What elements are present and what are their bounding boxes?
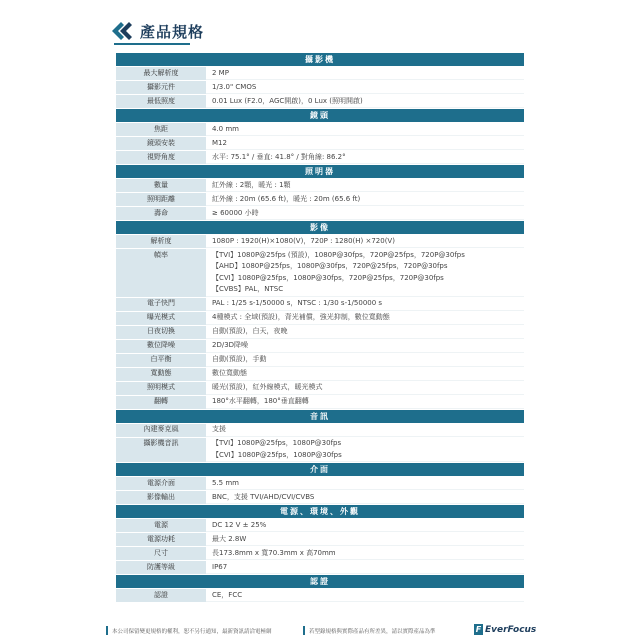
spec-label: 數位降噪 (116, 340, 206, 353)
title-underline (114, 43, 190, 45)
spec-label: 攝影元件 (116, 81, 206, 94)
spec-value (206, 95, 524, 108)
spec-label: 白平衡 (116, 354, 206, 367)
footer-divider-left (106, 626, 108, 635)
spec-value-line: 水平: 75.1° / 垂直: 41.8° / 對角線: 86.2° (212, 152, 346, 161)
spec-label: 內建麥克風 (116, 424, 206, 437)
spec-row (116, 311, 524, 325)
spec-value-line: 5.5 mm (212, 478, 239, 487)
spec-value-line: 1/3.0" CMOS (212, 82, 257, 91)
spec-label: 最低照度 (116, 95, 206, 108)
spec-value-line: 【CVBS】PAL，NTSC (212, 285, 284, 293)
spec-value (206, 81, 524, 94)
spec-label: 尺寸 (116, 547, 206, 560)
spec-value (206, 382, 524, 395)
spec-label: 防護等級 (116, 561, 206, 574)
spec-label: 照明距離 (116, 193, 206, 206)
spec-label: 影像輸出 (116, 491, 206, 504)
spec-row (116, 192, 524, 206)
spec-label: 照明模式 (116, 382, 206, 395)
spec-row (116, 150, 524, 164)
spec-label: 壽命 (116, 207, 206, 220)
spec-value-line: ≥ 60000 小時 (212, 208, 259, 217)
spec-label: 寬動態 (116, 368, 206, 381)
spec-value-line: 【AHD】1080P@25fps，1080P@30fps，720P@25fps，720P@30fps (212, 262, 448, 270)
spec-value (206, 326, 524, 339)
spec-value (206, 533, 524, 546)
spec-row (116, 490, 524, 504)
spec-value-line: 最大 2.8W (212, 534, 247, 543)
section-header: 認證 (116, 574, 524, 588)
spec-label: 數量 (116, 179, 206, 192)
spec-value (206, 312, 524, 325)
spec-row (116, 588, 524, 602)
spec-value-line: 長173.8mm x 寬70.3mm x 高70mm (212, 548, 336, 557)
spec-value-line: 【TVI】1080P@25fps (預設)，1080P@30fps，720P@25fps，720P@30fps (212, 250, 465, 259)
spec-value-line: BNC，支援 TVI/AHD/CVI/CVBS (212, 492, 315, 501)
spec-row (116, 94, 524, 108)
spec-value (206, 424, 524, 437)
spec-row (116, 395, 524, 409)
spec-label: 最大解析度 (116, 67, 206, 80)
spec-value (206, 396, 524, 409)
page-header (112, 20, 204, 42)
spec-label: 幀率 (116, 249, 206, 297)
spec-value-line: 紅外線 : 2顆，暖光 : 1顆 (212, 180, 291, 189)
spec-row (116, 437, 524, 463)
section-header: 攝影機 (116, 52, 524, 66)
spec-label: 日夜切換 (116, 326, 206, 339)
section-header: 介面 (116, 462, 524, 476)
spec-label: 認證 (116, 589, 206, 602)
spec-row (116, 518, 524, 532)
spec-row (116, 206, 524, 220)
page-title: 產品規格 (140, 22, 205, 41)
spec-row (116, 122, 524, 136)
spec-row (116, 546, 524, 560)
spec-row (116, 423, 524, 437)
spec-value (206, 354, 524, 367)
spec-label: 鏡頭安裝 (116, 137, 206, 150)
spec-value (206, 547, 524, 560)
spec-label: 視野角度 (116, 151, 206, 164)
section-header: 音訊 (116, 409, 524, 423)
spec-value-line: 【TVI】1080P@25fps，1080P@30fps (212, 439, 342, 447)
spec-value (206, 519, 524, 532)
spec-value-line: 2D/3D降噪 (212, 341, 249, 349)
spec-label: 電子快門 (116, 298, 206, 311)
spec-row (116, 532, 524, 546)
spec-value-line: DC 12 V ± 25% (212, 520, 267, 529)
spec-value-line: 自動(預設)，白天，夜晚 (212, 327, 288, 335)
spec-value (206, 67, 524, 80)
spec-value (206, 123, 524, 136)
footer-note-left: 本公司保留變更規格的權利，恕不另行通知，最新資訊請洽電極網 (112, 629, 272, 635)
spec-value-line: 4.0 mm (212, 124, 239, 133)
spec-label: 電源介面 (116, 477, 206, 490)
spec-label: 翻轉 (116, 396, 206, 409)
section-header: 照明器 (116, 164, 524, 178)
spec-value (206, 249, 524, 297)
spec-value (206, 340, 524, 353)
spec-value (206, 151, 524, 164)
double-chevron-icon (112, 22, 134, 40)
section-header: 鏡頭 (116, 108, 524, 122)
spec-row (116, 136, 524, 150)
spec-value-line: 0.01 Lux (F2.0，AGC開啟)，0 Lux (照明開啟) (212, 96, 363, 105)
spec-row (116, 476, 524, 490)
spec-row (116, 353, 524, 367)
spec-row (116, 66, 524, 80)
spec-row (116, 325, 524, 339)
spec-value (206, 235, 524, 248)
spec-value-line: 1080P : 1920(H)×1080(V)，720P : 1280(H) ×720(V) (212, 236, 395, 245)
spec-value (206, 368, 524, 381)
brand-name: EverFocus (485, 624, 537, 635)
spec-value (206, 491, 524, 504)
brand-logo (474, 624, 536, 635)
spec-value-line: 暖光(預設)，紅外線模式，暖光模式 (212, 383, 323, 391)
spec-value (206, 207, 524, 220)
spec-value-line: 【CVI】1080P@25fps，1080P@30fps，720P@25fps，720P@30fps (212, 273, 444, 282)
section-header: 電源、環境、外觀 (116, 504, 524, 518)
spec-value-line: 4種模式 : 全域(預設)，背光補償，強光抑制，數位寬動態 (212, 313, 390, 321)
spec-value (206, 477, 524, 490)
spec-value (206, 193, 524, 206)
spec-row (116, 234, 524, 248)
spec-value-line: M12 (212, 138, 227, 147)
spec-value (206, 438, 524, 463)
footer-note-right: 若型錄規格與實際產品有所差異，請以實際產品為準 (309, 629, 436, 635)
spec-label: 電源 (116, 519, 206, 532)
spec-value-line: 紅外線 : 20m (65.6 ft)，暖光 : 20m (65.6 ft) (212, 194, 361, 203)
spec-value (206, 589, 524, 602)
spec-label: 解析度 (116, 235, 206, 248)
spec-value (206, 561, 524, 574)
spec-value-line: PAL : 1/25 s-1/50000 s，NTSC : 1/30 s-1/50000 s (212, 299, 383, 307)
spec-value (206, 179, 524, 192)
spec-value-line: 180°水平翻轉，180°垂直翻轉 (212, 397, 309, 405)
section-header: 影像 (116, 220, 524, 234)
spec-row (116, 80, 524, 94)
spec-value-line: IP67 (212, 562, 228, 571)
spec-row (116, 367, 524, 381)
spec-label: 曝光模式 (116, 312, 206, 325)
spec-row (116, 297, 524, 311)
brand-mark-icon: F (475, 625, 482, 634)
spec-label: 電源功耗 (116, 533, 206, 546)
spec-table (116, 52, 524, 602)
spec-row (116, 248, 524, 297)
footer (96, 622, 537, 638)
spec-row (116, 339, 524, 353)
spec-value (206, 137, 524, 150)
spec-row (116, 178, 524, 192)
spec-label: 焦距 (116, 123, 206, 136)
spec-value (206, 298, 524, 311)
footer-divider-right (303, 626, 305, 635)
spec-value-line: CE，FCC (212, 590, 243, 599)
spec-value-line: 【CVI】1080P@25fps，1080P@30fps (212, 450, 342, 459)
spec-value-line: 數位寬動態 (212, 369, 247, 377)
spec-row (116, 560, 524, 574)
spec-value-line: 2 MP (212, 68, 229, 77)
spec-row (116, 381, 524, 395)
spec-label: 攝影機音訊 (116, 438, 206, 463)
spec-value-line: 自動(預設)，手動 (212, 355, 267, 363)
spec-value-line: 支援 (212, 425, 226, 433)
